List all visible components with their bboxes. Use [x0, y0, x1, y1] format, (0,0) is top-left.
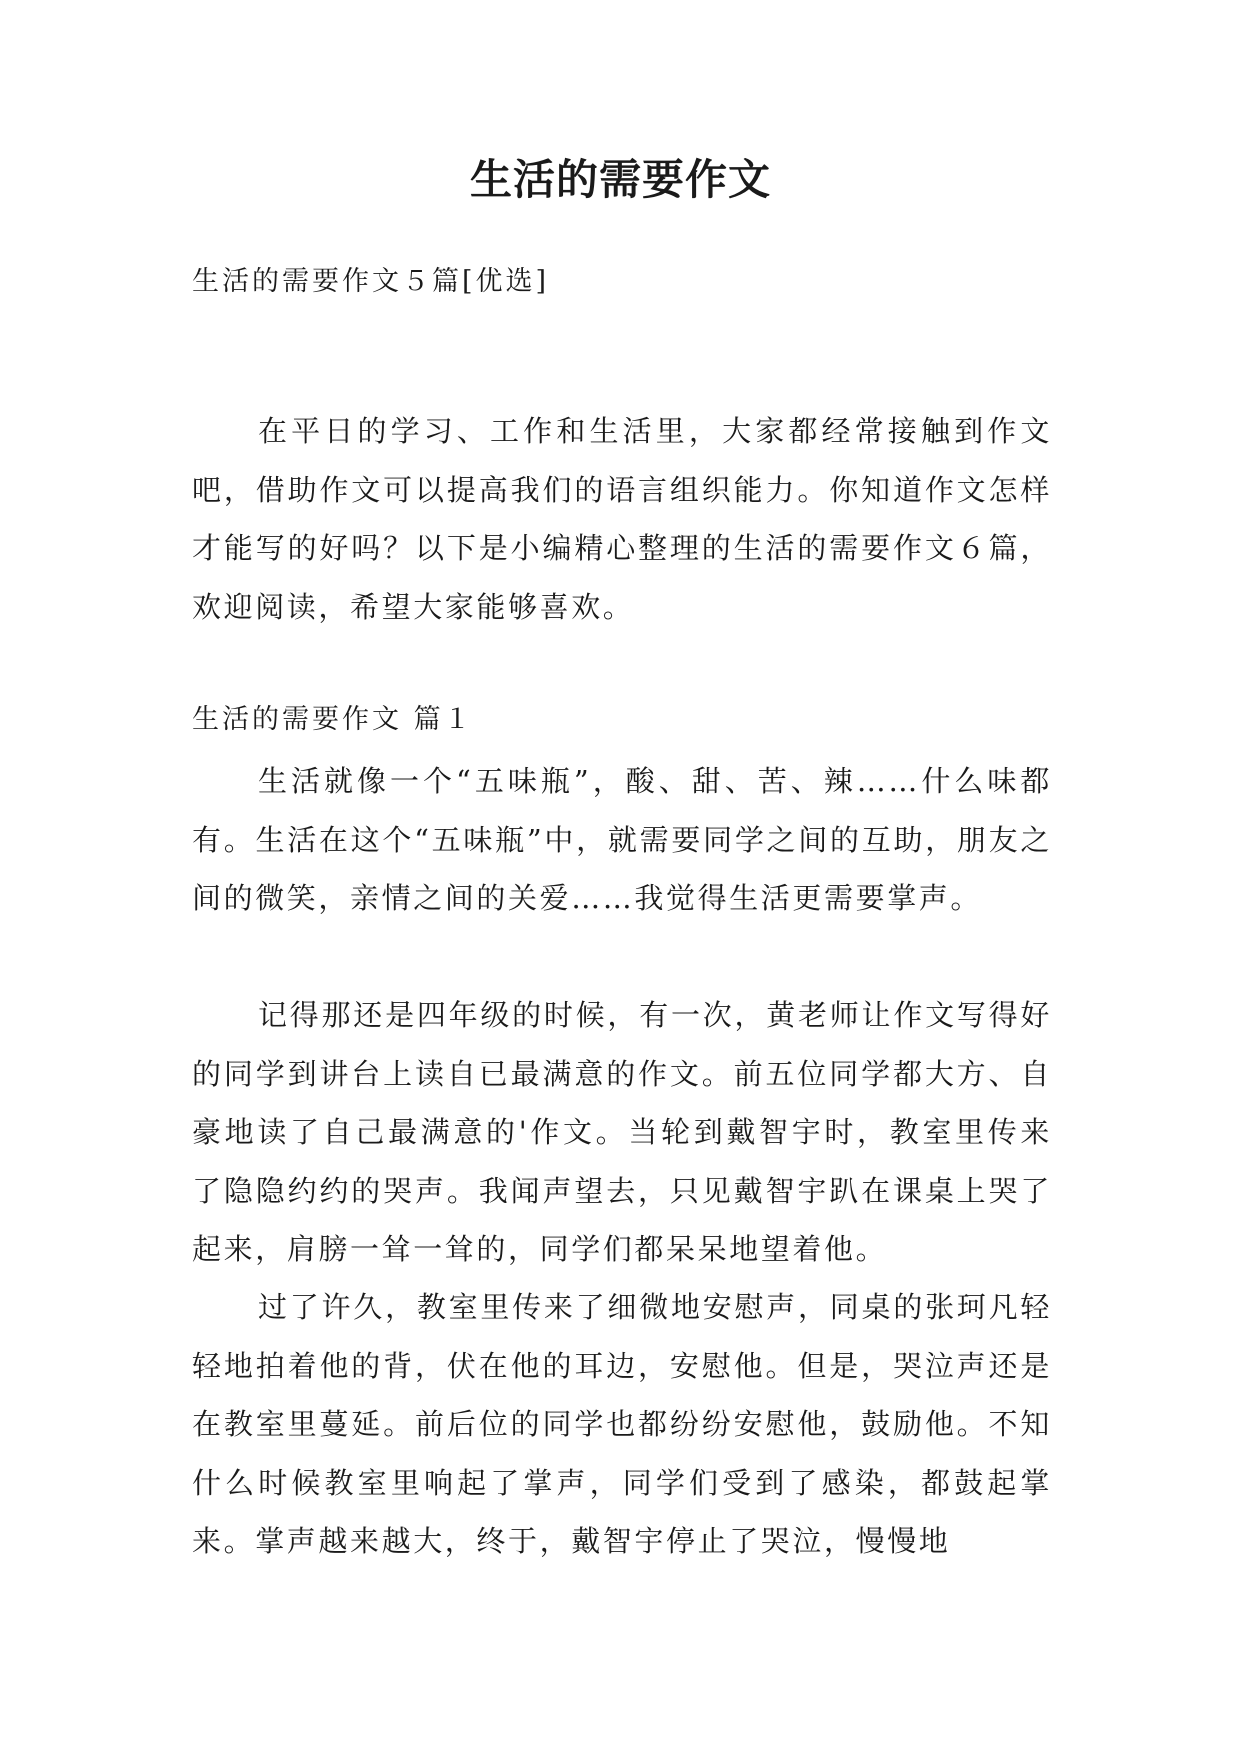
document-title: 生活的需要作文 [469, 155, 771, 204]
document-subtitle: 生活的需要作文５篇[优选] [192, 266, 550, 297]
section-heading: 生活的需要作文 篇１ [192, 704, 474, 735]
body-paragraph: 过了许久，教室里传来了细微地安慰声，同桌的张珂凡轻轻地拍着他的背，伏在他的耳边，安慰他。但是，哭泣声还是在教室里蔓延。前后位的同学也都纷纷安慰他，鼓励他。不知什么时候教室里响起了掌声，同学们受到了感染，都鼓起掌来。掌声越来越大，终于，戴智宇停止了哭泣，慢慢地 [192, 1290, 1052, 1558]
body-paragraph: 记得那还是四年级的时候，有一次，黄老师让作文写得好的同学到讲台上读自已最满意的作文。前五位同学都大方、自豪地读了自己最满意的'作文。当轮到戴智宇时，教室里传来了隐隐约约的哭声。我闻声望去，只见戴智宇趴在课桌上哭了起来，肩膀一耸一耸的，同学们都呆呆地望着他。 [192, 998, 1052, 1266]
body-paragraph: 生活就像一个“五味瓶”，酸、甜、苦、辣……什么味都有。生活在这个“五味瓶”中，就需要同学之间的互助，朋友之间的微笑，亲情之间的关爱……我觉得生活更需要掌声。 [192, 764, 1052, 915]
intro-paragraph: 在平日的学习、工作和生活里，大家都经常接触到作文吧，借助作文可以提高我们的语言组织能力。你知道作文怎样才能写的好吗？以下是小编精心整理的生活的需要作文６篇，欢迎阅读，希望大家能够喜欢。 [192, 414, 1052, 624]
